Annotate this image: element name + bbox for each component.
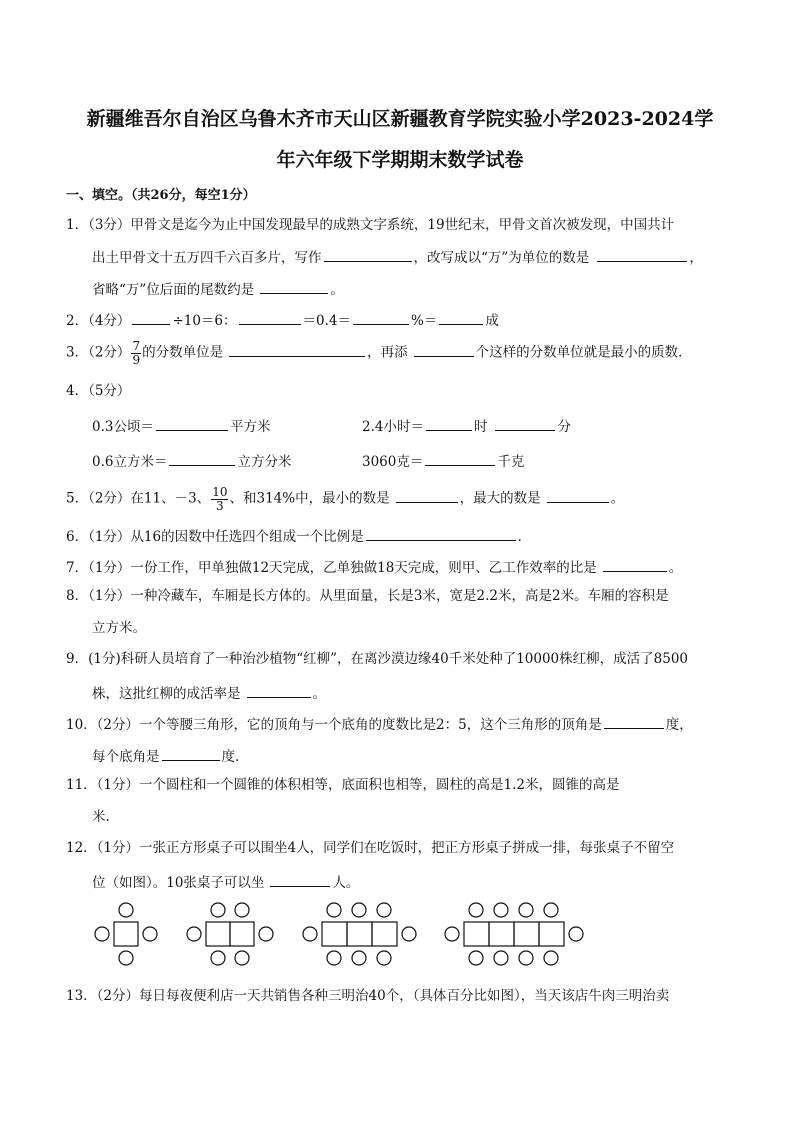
q7-text-1: 7．（1分）一份工作，甲单独做12天完成，乙单独做18天完成，则甲、乙工作效率的比是 xyxy=(66,560,597,576)
two-table-group xyxy=(187,903,273,965)
q4-text-2: 平方米 xyxy=(229,419,271,435)
seat-circle xyxy=(377,951,391,965)
seat-circle xyxy=(352,951,366,965)
table-square xyxy=(230,922,254,946)
q1-text-3: ， xyxy=(689,250,703,266)
question-10-line-a xyxy=(66,716,693,733)
question-5 xyxy=(66,486,624,512)
seat-circle xyxy=(569,927,583,941)
q7-blank-1[interactable] xyxy=(603,559,667,572)
question-4-row-2-right xyxy=(362,453,524,470)
seat-circle xyxy=(235,903,249,917)
table-square xyxy=(464,922,489,946)
q4-blank-1[interactable] xyxy=(156,418,228,431)
question-7 xyxy=(66,559,682,576)
q3-text-3: ，再添 xyxy=(367,344,408,361)
question-13-line-a: 13．（2分）每日每夜便利店一天共销售各种三明治40个，（具体百分比如图），当天该店牛肉三明治卖 xyxy=(66,988,670,1004)
seat-circle xyxy=(352,903,366,917)
seat-circle xyxy=(469,903,483,917)
seat-circle xyxy=(187,927,201,941)
q12-text-1: 位（如图）。10张桌子可以坐 xyxy=(92,875,265,891)
seat-circle xyxy=(494,903,508,917)
question-1-line-b xyxy=(92,249,703,266)
q1-text-1: 出土甲骨文十五万四千六百多片，写作 xyxy=(92,250,322,266)
seat-circle xyxy=(519,903,533,917)
table-square xyxy=(372,922,397,946)
q1-text-5: 。 xyxy=(330,282,344,298)
q9-text-1: 株，这批红柳的成活率是 xyxy=(92,686,241,702)
q3-fraction-numerator: 7 xyxy=(132,339,141,353)
q1-blank-3[interactable] xyxy=(260,281,328,294)
q10-text-1: 10．（2分）一个等腰三角形，它的顶角与一个底角的度数比是2：5，这个三角形的顶角是 xyxy=(66,717,602,733)
section-heading-fill-blank: 一、填空。（共26分，每空1分） xyxy=(66,188,256,203)
q3-blank-2[interactable] xyxy=(414,344,474,357)
q2-text-2: ÷10＝6： xyxy=(172,313,237,329)
seat-circle xyxy=(259,927,273,941)
q2-text-1: 2．（4分） xyxy=(66,313,131,329)
q4-text-8: 3060克＝ xyxy=(362,454,424,470)
question-1-line-a: 1．（3分）甲骨文是迄今为止中国发现最早的成熟文字系统，19世纪末，甲骨文首次被发现，中国共计 xyxy=(66,217,675,233)
q10-text-4: 度. xyxy=(221,749,240,765)
seat-circle xyxy=(377,903,391,917)
question-6 xyxy=(66,528,531,545)
seat-circle xyxy=(544,951,558,965)
q3-fraction-denominator: 9 xyxy=(132,352,141,367)
three-table-group xyxy=(303,903,416,965)
question-4-head: 4．（5分） xyxy=(66,383,131,399)
q12-table-seating-figure xyxy=(86,896,586,976)
q6-text-2: ． xyxy=(517,529,532,545)
question-3 xyxy=(66,340,692,366)
q3-text-4: 个这样的分数单位就是最小的质数． xyxy=(475,344,692,361)
q3-text-1: 3．（2分） xyxy=(66,344,131,361)
seat-circle xyxy=(303,927,317,941)
q9-text-2: 。 xyxy=(312,686,326,702)
table-square xyxy=(539,922,564,946)
q1-blank-2[interactable] xyxy=(597,249,687,262)
q10-text-2: 度， xyxy=(665,717,693,733)
seat-circle xyxy=(119,903,133,917)
q6-blank-1[interactable] xyxy=(366,528,516,541)
seat-circle xyxy=(235,951,249,965)
q1-blank-1[interactable] xyxy=(324,249,412,262)
table-square xyxy=(514,922,539,946)
q10-blank-1[interactable] xyxy=(604,716,664,729)
q5-text-4: 。 xyxy=(610,490,625,507)
q4-blank-2[interactable] xyxy=(426,418,472,431)
q7-text-2: 。 xyxy=(668,560,683,576)
seat-circle xyxy=(143,927,157,941)
seat-circle xyxy=(327,903,341,917)
question-4-row-1-right xyxy=(362,418,571,435)
q1-text-2: ，改写成以“万”为单位的数是 xyxy=(413,250,590,266)
question-2 xyxy=(66,312,499,329)
seat-circle xyxy=(95,927,109,941)
q12-text-2: 人。 xyxy=(332,875,360,891)
q10-text-3: 每个底角是 xyxy=(92,749,160,765)
q9-blank-1[interactable] xyxy=(247,685,311,698)
seat-circle xyxy=(519,951,533,965)
question-4-row-2 xyxy=(92,453,291,470)
question-9-line-a: 9．(1分)科研人员培育了一种治沙植物“红柳”，在离沙漠边缘40千米处种了10000株红柳，成活了8500 xyxy=(66,651,688,667)
q4-blank-4[interactable] xyxy=(169,453,235,466)
q3-blank-1[interactable] xyxy=(229,344,365,357)
q4-blank-5[interactable] xyxy=(425,453,495,466)
q2-text-5: 成 xyxy=(485,313,499,329)
q4-text-5: 分 xyxy=(557,419,571,435)
seat-circle xyxy=(494,951,508,965)
question-8-line-a: 8．（1分）一种冷藏车，车厢是长方体的。从里面量，长是3米，宽是2.2米，高是2米。车厢的容积是 xyxy=(66,588,669,604)
q4-blank-3[interactable] xyxy=(495,418,555,431)
seat-circle xyxy=(402,927,416,941)
q5-fraction-denominator: 3 xyxy=(216,498,224,513)
question-12-line-a: 12．（1分）一张正方形桌子可以围坐4人，同学们在吃饭时，把正方形桌子拼成一排，每张桌子不留空 xyxy=(66,840,675,856)
question-9-line-b xyxy=(92,685,326,702)
q2-blank-3[interactable] xyxy=(353,312,409,325)
q4-text-9: 千克 xyxy=(497,454,525,470)
exam-title-line-1: 新疆维吾尔自治区乌鲁木齐市天山区新疆教育学院实验小学2023-2024学 xyxy=(86,108,714,130)
seat-circle xyxy=(327,951,341,965)
question-1-line-c xyxy=(92,281,344,298)
one-table-group xyxy=(95,903,157,965)
q2-text-4: %＝ xyxy=(411,313,438,329)
q5-blank-2[interactable] xyxy=(547,490,609,503)
question-12-line-b xyxy=(92,874,359,891)
q5-text-2: 、和314%中，最小的数是 xyxy=(229,490,390,507)
question-8-line-b: 立方米。 xyxy=(92,620,146,636)
seat-circle xyxy=(119,951,133,965)
q4-text-1: 0.3公顷＝ xyxy=(92,419,154,435)
table-square xyxy=(114,922,138,946)
q5-text-1: 5．（2分）在11、－3、 xyxy=(66,490,211,507)
seat-circle xyxy=(445,927,459,941)
table-square xyxy=(489,922,514,946)
q4-text-7: 立方分米 xyxy=(237,454,292,470)
four-table-group xyxy=(445,903,583,965)
q4-text-4: 时 xyxy=(473,419,488,435)
q2-blank-1[interactable] xyxy=(132,312,170,325)
table-square xyxy=(347,922,372,946)
q5-fraction xyxy=(211,486,228,512)
q6-text-1: 6．（1分）从16的因数中任选四个组成一个比例是 xyxy=(66,529,364,545)
q5-fraction-numerator: 10 xyxy=(212,485,228,499)
q2-text-3: ＝0.4＝ xyxy=(302,313,352,329)
q1-text-4: 省略“万”位后面的尾数约是 xyxy=(92,282,255,298)
q2-blank-2[interactable] xyxy=(239,312,301,325)
q5-text-3: ，最大的数是 xyxy=(459,490,541,507)
q4-text-3: 2.4小时＝ xyxy=(362,419,424,435)
seat-circle xyxy=(211,951,225,965)
question-11-line-b: 米. xyxy=(92,809,110,825)
q10-blank-2[interactable] xyxy=(162,748,220,761)
q3-text-2: 的分数单位是 xyxy=(142,344,224,361)
q3-fraction xyxy=(131,340,141,366)
question-10-line-b xyxy=(92,748,239,765)
question-11-line-a: 11．（1分）一个圆柱和一个圆锥的体积相等，底面积也相等，圆柱的高是1.2米，圆锥的高是 xyxy=(66,777,620,793)
seat-circle xyxy=(469,951,483,965)
seat-circle xyxy=(211,903,225,917)
q2-blank-4[interactable] xyxy=(439,312,483,325)
exam-title-line-2: 年六年级下学期期末数学试卷 xyxy=(276,149,524,171)
table-square xyxy=(322,922,347,946)
q12-blank-1[interactable] xyxy=(270,874,330,887)
q4-text-6: 0.6立方米＝ xyxy=(92,454,168,470)
question-4-row-1 xyxy=(92,418,270,435)
q5-blank-1[interactable] xyxy=(396,490,458,503)
seat-circle xyxy=(544,903,558,917)
table-square xyxy=(206,922,230,946)
